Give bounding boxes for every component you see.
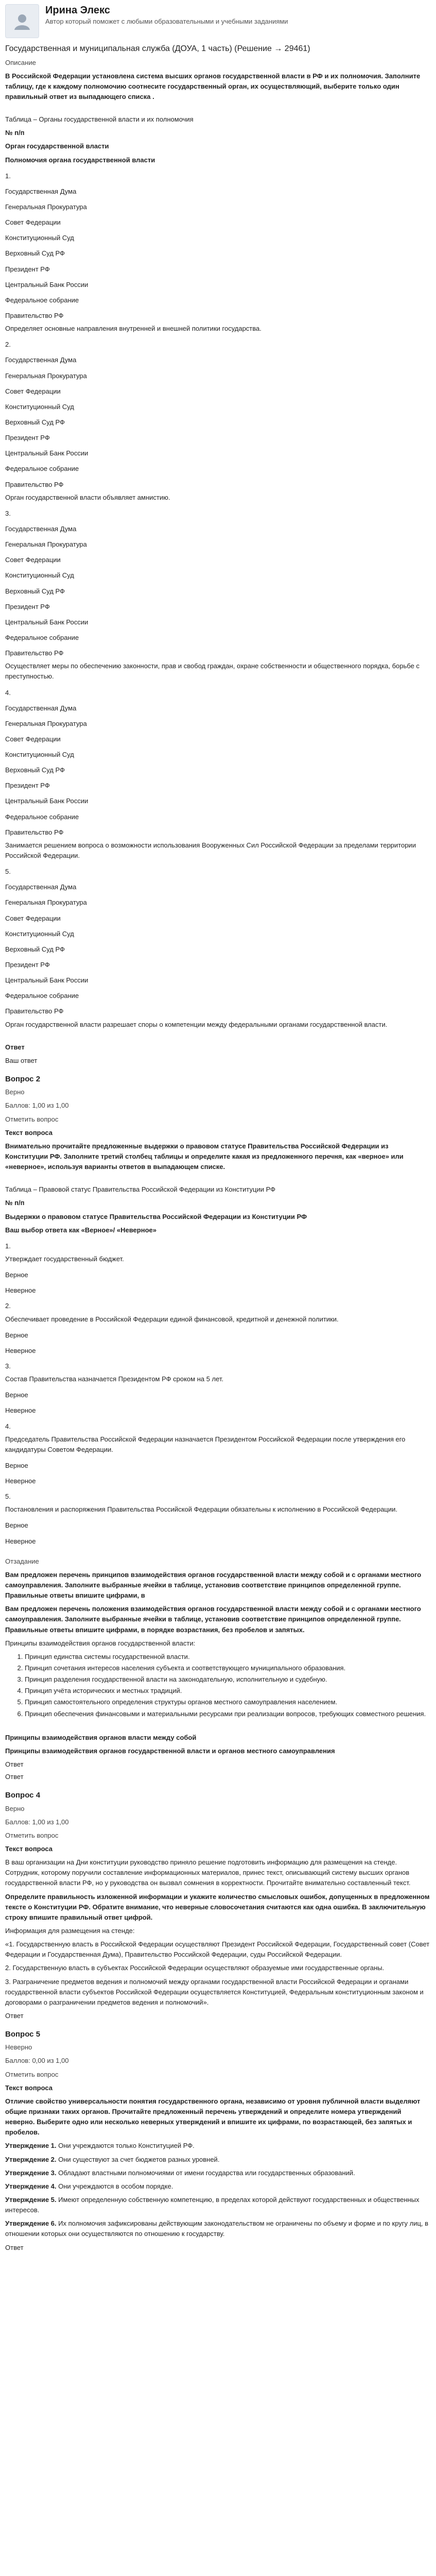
organ-option[interactable]: Генеральная Прокуратура: [5, 540, 87, 549]
question-text-2: Определите правильность изложенной информации и укажите количество смысловых ошибок, допущенных в предложенном тексте о Конституции РФ. Обратите внимание, что неверные словосочетания считаются как одна ошибка. В заключительную строку впишите правильный ответ цифрой.: [5, 1892, 430, 1921]
row-number: 3.: [5, 509, 11, 517]
row-number: 2.: [5, 1302, 11, 1310]
statement-text: Постановления и распоряжения Правительства Российской Федерации обязательны к исполнению в Российской Федерации.: [5, 1505, 398, 1514]
question-4: [5, 1789, 431, 2021]
organ-option[interactable]: Федеральное собрание: [5, 992, 79, 1000]
question-text: Вам предложен перечень принципов взаимодействия органов государственной власти между собой и с органами местного самоуправления. Заполните выбранные ячейки в таблице, установив соответствие принципов определенной группе. Правильные ответы впишите цифрами, в: [5, 1570, 422, 1600]
info-paragraph: 2. Государственную власть в субъектах Российской Федерации осуществляют образуемые ими государственные органы.: [5, 1964, 385, 1972]
organ-option[interactable]: Федеральное собрание: [5, 633, 79, 641]
answer-option-false[interactable]: Неверное: [5, 1477, 36, 1485]
answer-field[interactable]: Ответ: [5, 2243, 24, 2251]
group-1-answer-field[interactable]: Ответ: [5, 1760, 24, 1769]
group-2-header: Принципы взаимодействия органов государственной власти и органов местного самоуправления: [5, 1747, 335, 1755]
statement-item: Утверждение 2. Они существуют за счет бюджетов разных уровней.: [5, 2155, 220, 2163]
power-text: Занимается решением вопроса о возможности использования Вооруженных Сил Российской Федерации за пределами территории Российской Федерации.: [5, 841, 416, 860]
answer-option-false[interactable]: Неверное: [5, 1537, 36, 1545]
document-title: Государственная и муниципальная служба (ДОУА, 1 часть) (Решение → 29461): [5, 44, 310, 53]
table2-title: Таблица – Правовой статус Правительства Российской Федерации из Конституции РФ: [5, 1185, 275, 1194]
answer-option-true[interactable]: Верное: [5, 1461, 28, 1469]
flag-question-link[interactable]: Отметить вопрос: [5, 2070, 59, 2078]
statement-item: Утверждение 5. Имеют определенную собственную компетенцию, в пределах которой действуют государственных и общественных интересов.: [5, 2196, 420, 2214]
question-5: [5, 2028, 431, 2253]
question-3-label: Отзадание: [5, 1557, 39, 1565]
question-text-2: Вам предложен перечень положения взаимодействия органов государственной власти между собой и с органами местного самоуправления. Заполните выбранные ячейки в таблице, установив соответствие принципов определенной группе. Правильные ответы впишите цифрами, в порядке возрастания, без пробелов и запятых.: [5, 1605, 421, 1634]
table2-col-answer: Ваш выбор ответа как «Верное»/ «Неверное»: [5, 1226, 156, 1234]
row-number: 1.: [5, 172, 11, 180]
row-number: 3.: [5, 1362, 11, 1370]
statement-item: Утверждение 6. Их полномочия зафиксированы действующим законодательством не ограничены по объему и форме и по кругу лиц, в отношении которых они осуществляются по отношению к государству.: [5, 2219, 429, 2238]
statement-text: Утверждает государственный бюджет.: [5, 1255, 124, 1263]
info-paragraph: «1. Государственную власть в Российской Федерации осуществляют Президент Российской Федерации, Государственный совет (Совет Федерации и Государственная Дума), Правительство Российской Федерации, суды Российской Федерации.: [5, 1940, 430, 1959]
list-item: 4. Принцип учёта исторических и местных традиций.: [25, 1686, 431, 1696]
organ-option[interactable]: Правительство РФ: [5, 1007, 64, 1015]
organ-option[interactable]: Конституционный Суд: [5, 402, 74, 411]
table2-col-num: № п/п: [5, 1199, 25, 1207]
table1-col-num: № п/п: [5, 129, 25, 137]
organ-option[interactable]: Верховный Суд РФ: [5, 766, 65, 774]
statement-text: Состав Правительства назначается Президентом РФ сроком на 5 лет.: [5, 1375, 224, 1383]
organ-option[interactable]: Центральный Банк России: [5, 449, 89, 457]
question-text-label: Текст вопроса: [5, 1844, 53, 1853]
organ-option[interactable]: Президент РФ: [5, 434, 50, 442]
question-status: Верно: [5, 1088, 25, 1096]
table1-block-1: [5, 168, 431, 334]
organ-option[interactable]: Совет Федерации: [5, 387, 61, 395]
list-item: 1. Принцип единства системы государственной власти.: [25, 1652, 431, 1662]
table2-col-statement: Выдержки о правовом статусе Правительства Российской Федерации из Конституции РФ: [5, 1212, 307, 1221]
list-item: 6. Принцип обеспечения финансовыми и материальными ресурсами при реализации вопросов, требующих совместного решения.: [25, 1709, 431, 1719]
question-2: [5, 1073, 431, 1549]
list-item: 3. Принцип разделения государственной власти на законодательную, исполнительную и судебную.: [25, 1674, 431, 1685]
question-text-label: Текст вопроса: [5, 2083, 53, 2092]
row-number: 5.: [5, 868, 11, 876]
question-status: Верно: [5, 1804, 25, 1812]
table1-block-4: [5, 685, 431, 861]
flag-question-link[interactable]: Отметить вопрос: [5, 1115, 59, 1123]
list-item: 5. Принцип самостоятельного определения структуры органов местного самоуправления населением.: [25, 1697, 431, 1707]
row-number: 1.: [5, 1242, 11, 1250]
your-answer-label: Ваш ответ: [5, 1056, 38, 1064]
author-description: Автор который поможет с любыми образовательными и учебными заданиями: [45, 18, 288, 25]
question-title: Вопрос 2: [5, 1075, 41, 1084]
statement-text: Обеспечивает проведение в Российской Федерации единой финансовой, кредитной и денежной политики.: [5, 1315, 339, 1323]
organ-option[interactable]: Конституционный Суд: [5, 571, 74, 580]
table1-block-3: [5, 506, 431, 682]
organ-option[interactable]: Правительство РФ: [5, 828, 64, 836]
question-title: Вопрос 4: [5, 1791, 41, 1800]
organ-option[interactable]: Президент РФ: [5, 782, 50, 790]
organ-option[interactable]: Государственная Дума: [5, 704, 77, 712]
answer-option-false[interactable]: Неверное: [5, 1286, 36, 1295]
table1-block-2: [5, 337, 431, 503]
statement-item: Утверждение 4. Они учреждаются в особом порядке.: [5, 2182, 173, 2190]
row-number: 2.: [5, 341, 11, 349]
organ-option[interactable]: Федеральное собрание: [5, 296, 79, 304]
organ-option[interactable]: Государственная Дума: [5, 524, 77, 533]
organ-option[interactable]: Государственная Дума: [5, 187, 77, 195]
power-text: Осуществляет меры по обеспечению законности, прав и свобод граждан, охране собственности и общественного порядка, борьбе с преступностью.: [5, 662, 420, 681]
answer-option-false[interactable]: Неверное: [5, 1346, 36, 1354]
table1-col-organ: Орган государственной власти: [5, 142, 109, 150]
description-label: Описание: [5, 58, 36, 66]
user-icon: [12, 11, 32, 31]
answer-option-false[interactable]: Неверное: [5, 1406, 36, 1415]
organ-option[interactable]: Совет Федерации: [5, 218, 61, 227]
answer-option-true[interactable]: Верное: [5, 1521, 28, 1530]
row-number: 4.: [5, 688, 11, 697]
organ-option[interactable]: Правительство РФ: [5, 480, 64, 488]
power-text: Орган государственной власти объявляет амнистию.: [5, 493, 170, 501]
question-score: Баллов: 0,00 из 1,00: [5, 2057, 69, 2065]
organ-option[interactable]: Совет Федерации: [5, 735, 61, 743]
organ-option[interactable]: Президент РФ: [5, 602, 50, 611]
author-name[interactable]: Ирина Элекс: [45, 5, 110, 16]
organ-option[interactable]: Верховный Суд РФ: [5, 418, 65, 426]
table1-col-powers: Полномочия органа государственной власти: [5, 156, 155, 164]
avatar[interactable]: [5, 4, 39, 38]
organ-option[interactable]: Правительство РФ: [5, 649, 64, 657]
organ-option[interactable]: Верховный Суд РФ: [5, 249, 65, 258]
organ-option[interactable]: Государственная Дума: [5, 356, 77, 364]
question-3: [5, 1556, 431, 1783]
principles-list: [5, 1652, 431, 1719]
question-title: Вопрос 5: [5, 2030, 41, 2039]
table1-title: Таблица – Органы государственной власти и их полномочия: [5, 115, 194, 124]
organ-option[interactable]: Генеральная Прокуратура: [5, 371, 87, 380]
group-1-header: Принципы взаимодействия органов власти между собой: [5, 1733, 197, 1741]
question-score: Баллов: 1,00 из 1,00: [5, 1818, 69, 1826]
organ-option[interactable]: Правительство РФ: [5, 311, 64, 319]
task-intro: В Российской Федерации установлена система высших органов государственной власти в РФ и их полномочия. Заполните таблицу, где к каждому полномочию соотнесите государственный орган, их осуществляющий, выберите только один правильный ответ из выпадающего списка .: [5, 72, 421, 101]
organ-option[interactable]: Президент РФ: [5, 265, 50, 273]
principles-intro: Принципы взаимодействия органов государственной власти:: [5, 1639, 196, 1647]
flag-question-link[interactable]: Отметить вопрос: [5, 1831, 59, 1839]
organ-option[interactable]: Верховный Суд РФ: [5, 945, 65, 953]
question-status: Неверно: [5, 2043, 32, 2052]
organ-option[interactable]: Центральный Банк России: [5, 797, 89, 805]
organ-option[interactable]: Совет Федерации: [5, 556, 61, 564]
organ-option[interactable]: Федеральное собрание: [5, 465, 79, 473]
statement-item: Утверждение 3. Обладают властными полномочиями от имени государства или государственных образований.: [5, 2168, 355, 2177]
table1-block-5: [5, 864, 431, 1030]
answer-field[interactable]: Ответ: [5, 2011, 24, 2020]
organ-option[interactable]: Конституционный Суд: [5, 234, 74, 242]
question-text: В ваш организации на Дни конституции руководство приняло решение подготовить информацию для размещения на стенде. Сотрудник, которому поручили составление информационных материалов, принес текст, описывающий систему высших органов государственной власти РФ, но у руководства он вызвал сомнения в корректности. Прочитайте внимательно составленный текст.: [5, 1858, 411, 1887]
question-score: Баллов: 1,00 из 1,00: [5, 1101, 69, 1110]
row-number: 4.: [5, 1422, 11, 1430]
organ-option[interactable]: Генеральная Прокуратура: [5, 203, 87, 211]
question-text: Внимательно прочитайте предложенные выдержки о правовом статусе Правительства Российской Федерации из Конституции РФ. Заполните третий столбец таблицы и определите какая из предложенного перечня, как «верное» или «неверное», используя варианты ответов в выпадающем списке.: [5, 1142, 404, 1171]
answer-option-true[interactable]: Верное: [5, 1331, 28, 1339]
list-item: 2. Принцип сочетания интересов населения субъекта и соответствующего муниципального образования.: [25, 1663, 431, 1673]
organ-option[interactable]: Государственная Дума: [5, 883, 77, 891]
power-text: Определяет основные направления внутренней и внешней политики государства.: [5, 325, 261, 333]
info-label: Информация для размещения на стенде:: [5, 1926, 135, 1935]
statement-text: Председатель Правительства Российской Федерации назначается Президентом Российской Федерации после утверждения его кандидатуры Советом Федерации.: [5, 1435, 406, 1453]
organ-option[interactable]: Совет Федерации: [5, 914, 61, 922]
answer-option-true[interactable]: Верное: [5, 1271, 28, 1279]
author-header: [5, 4, 431, 38]
group-2-answer-field[interactable]: Ответ: [5, 1773, 24, 1781]
organ-option[interactable]: Генеральная Прокуратура: [5, 899, 87, 907]
answers-label: Ответ: [5, 1043, 25, 1051]
organ-option[interactable]: Президент РФ: [5, 961, 50, 969]
organ-option[interactable]: Конституционный Суд: [5, 751, 74, 759]
organ-option[interactable]: Центральный Банк России: [5, 976, 89, 985]
question-text-label: Текст вопроса: [5, 1128, 53, 1137]
statement-item: Утверждение 1. Они учреждаются только Конституцией РФ.: [5, 2142, 195, 2150]
organ-option[interactable]: Верховный Суд РФ: [5, 587, 65, 595]
power-text: Орган государственной власти разрешает споры о компетенции между федеральными органами государственной власти.: [5, 1020, 388, 1028]
row-number: 5.: [5, 1493, 11, 1501]
organ-option[interactable]: Федеральное собрание: [5, 812, 79, 821]
organ-option[interactable]: Конституционный Суд: [5, 929, 74, 938]
organ-option[interactable]: Генеральная Прокуратура: [5, 719, 87, 727]
question-text: Отличие свойство универсальности понятия государственного органа, независимо от уровня публичной власти выделяют общие признаки таких органов. Прочитайте предложенный перечень утверждений и определите номера утверждений неверно. Выберите одно или несколько неверных утверждений и впишите их цифрами, по возрастающей, без запятых и пробелов.: [5, 2097, 421, 2137]
organ-option[interactable]: Центральный Банк России: [5, 618, 89, 626]
info-paragraph: 3. Разграничение предметов ведения и полномочий между органами государственной власти Российской Федерации и органами государственной власти субъектов Российской Федерации осуществляется Конституцией, Федеральным конституционным законом и договорами о разграничении предметов ведения и полномочий».: [5, 1977, 424, 2006]
answer-option-true[interactable]: Верное: [5, 1391, 28, 1399]
organ-option[interactable]: Центральный Банк России: [5, 280, 89, 289]
